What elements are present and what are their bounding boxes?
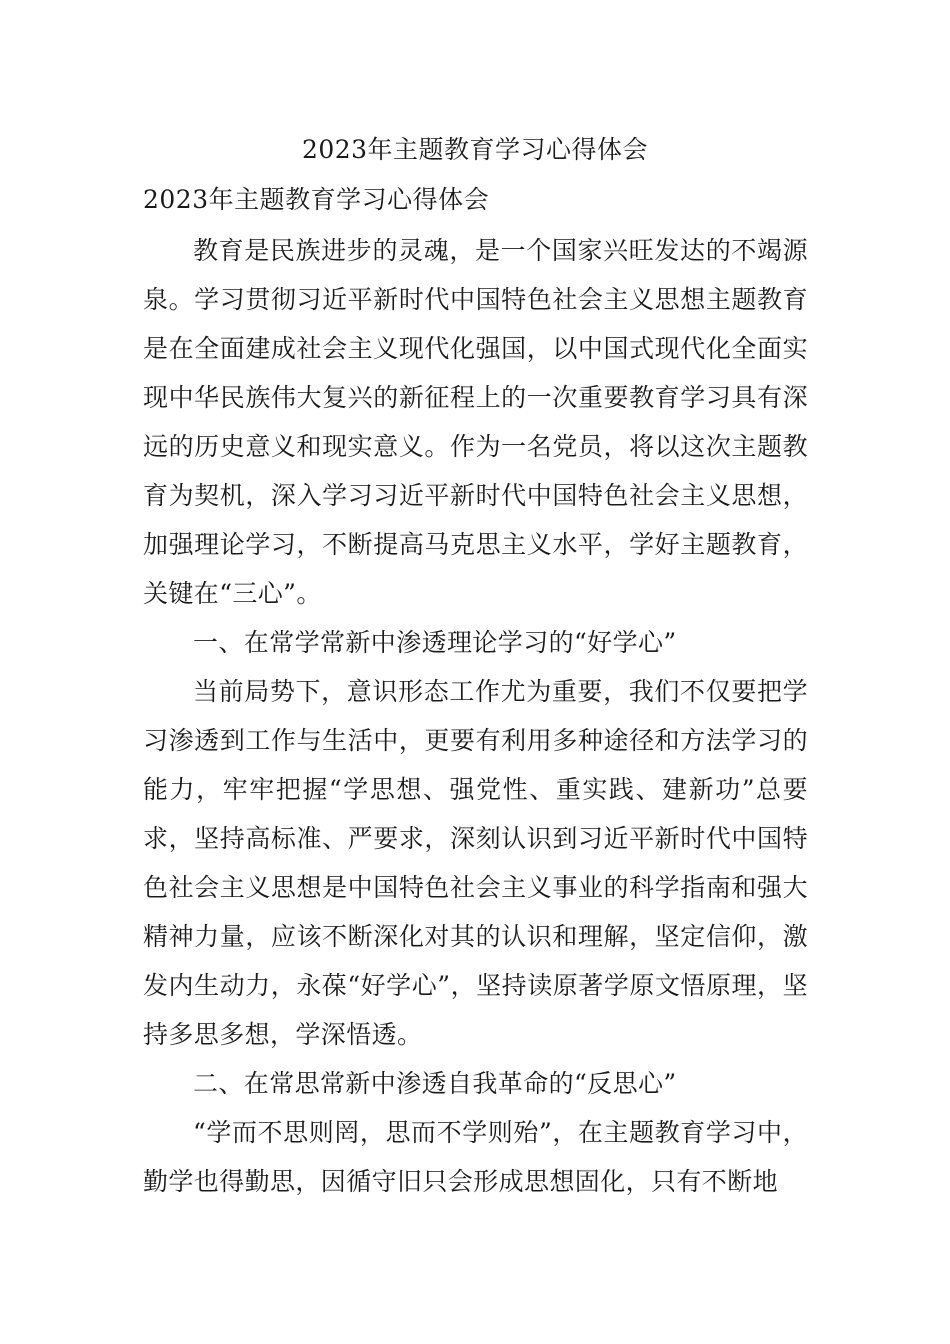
paragraph-intro: 教育是民族进步的灵魂，是一个国家兴旺发达的不竭源泉。学习贯彻习近平新时代中国特色社会主义思想主题教育是在全面建成社会主义现代化强国，以中国式现代化全面实现中华民族伟大复兴的新征程上的一次重要教育学习具有深远的历史意义和现实意义。作为一名党员，将以这次主题教育为契机，深入学习习近平新时代中国特色社会主义思想，加强理论学习，不断提高马克思主义水平，学好主题教育，关键在“三心”。 bbox=[143, 236, 808, 608]
document-body bbox=[143, 226, 808, 1206]
document-title: 2023年主题教育学习心得体会 bbox=[301, 135, 649, 164]
paragraph-section-1: 当前局势下，意识形态工作尤为重要，我们不仅要把学习渗透到工作与生活中，更要有利用多种途径和方法学习的能力，牢牢把握“学思想、强党性、重实践、建新功”总要求，坚持高标准、严要求，深刻认识到习近平新时代中国特色社会主义思想是中国特色社会主义事业的科学指南和强大精神力量，应该不断深化对其的认识和理解，坚定信仰，激发内生动力，永葆“好学心”，坚持读原著学原文悟原理，坚持多思多想，学深悟透。 bbox=[143, 677, 808, 1049]
section-heading-1: 一、在常学常新中渗透理论学习的“好学心” bbox=[193, 628, 677, 657]
document-subtitle: 2023年主题教育学习心得体会 bbox=[143, 185, 490, 214]
paragraph-section-2: “学而不思则罔，思而不学则殆”，在主题教育学习中，勤学也得勤思，因循守旧只会形成思想固化，只有不断地 bbox=[143, 1118, 808, 1196]
section-heading-2: 二、在常思常新中渗透自我革命的“反思心” bbox=[193, 1069, 677, 1098]
